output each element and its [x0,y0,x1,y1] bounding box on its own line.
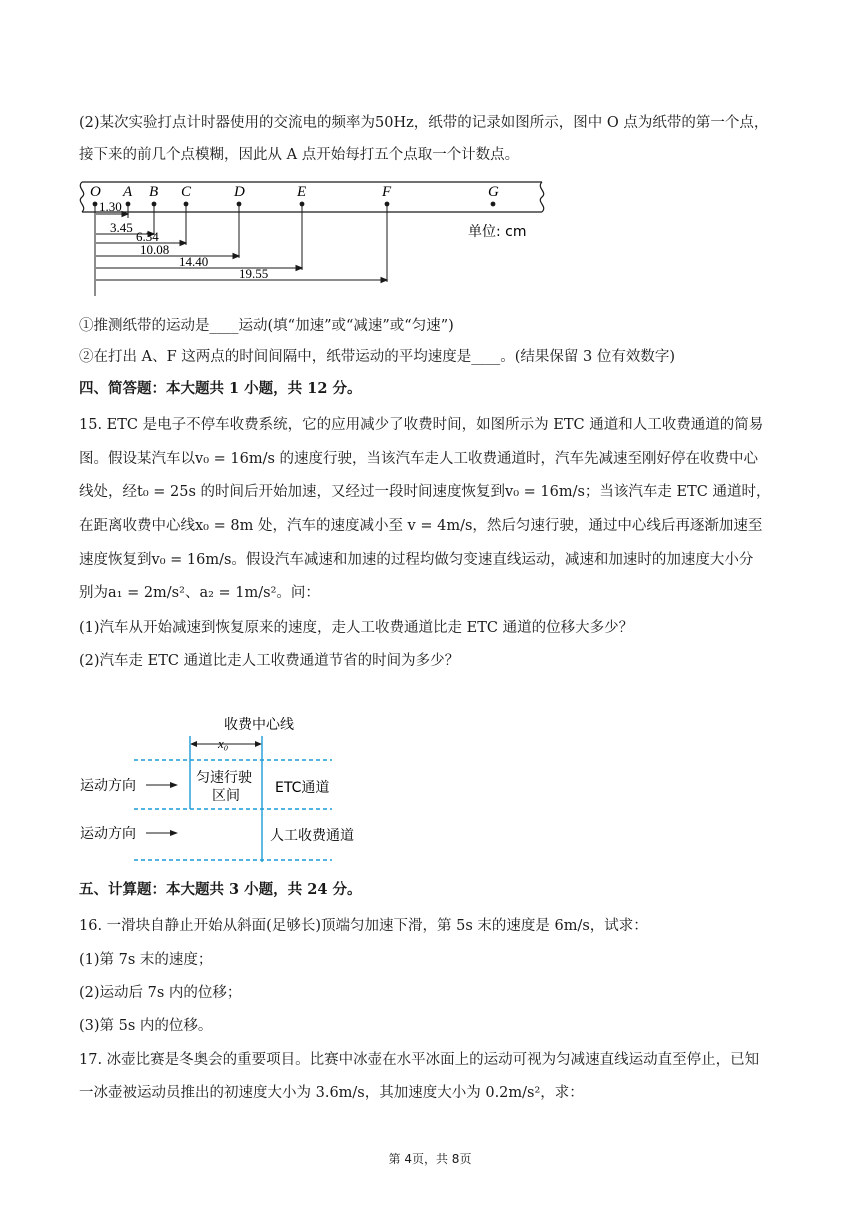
q15-line: 线处，经t₀ = 25s 的时间后开始加速，又经过一段时间速度恢复到v₀ = 16m/s；当该汽车走 ETC 通道时， [79,484,771,500]
direction-label-manual: 运动方向 [80,826,136,842]
dim-arrowhead-of [381,278,387,283]
etc-lane-label: ETC通道 [275,780,330,796]
q16-sub: (1)第 7s 末的速度； [79,952,213,968]
x0-arrowhead-left [190,741,197,747]
q16-sub: (2)运动后 7s 内的位移； [79,985,242,1001]
point-label-c: C [181,184,192,200]
q16-sub: (3)第 5s 内的位移。 [79,1018,213,1034]
zone-label-line1: 匀速行驶 [196,770,252,786]
dist-label-oe: 14.40 [179,254,209,269]
direction-arrowhead-manual [170,830,178,836]
page-footer: 第 4页，共 8页 [388,1152,472,1166]
q14-sub1: ①推测纸带的运动是____运动(填“加速”或“减速”或“匀速”) [79,318,454,334]
section4-title: 四、简答题：本大题共 1 小题，共 12 分。 [79,380,362,397]
dist-label-od: 10.08 [140,242,170,257]
q14-p2-line1: (2)某次实验打点计时器使用的交流电的频率为50Hz，纸带的记录如图所示，图中 O 点为纸带的第一个点， [79,115,769,131]
q15-line: 在距离收费中心线x₀ = 8m 处，汽车的速度减小至 v = 4m/s，然后匀速行驶，通过中心线后再逐渐加速至 [79,518,763,534]
q14-p2-line2: 接下来的前几个点模糊，因此从 A 点开始每打五个点取一个计数点。 [79,147,520,163]
q16-line: 16. 一滑块自静止开始从斜面(足够长)顶端匀加速下滑，第 5s 末的速度是 6m/s，试求： [79,918,648,934]
q15-line: 图。假设某汽车以v₀ = 16m/s 的速度行驶，当该汽车走人工收费通道时，汽车先减速至刚好停在收费中心 [79,451,759,467]
tape-unit-label: 单位: cm [468,224,527,240]
point-label-d: D [234,184,245,200]
q17-line: 一冰壶被运动员推出的初速度大小为 3.6m/s，其加速度大小为 0.2m/s²，求： [79,1085,584,1101]
dist-label-oa: 1.30 [99,199,122,214]
point-label-f: F [382,184,392,200]
q15-line: 别为a₁ = 2m/s²、a₂ = 1m/s²。问： [79,585,320,601]
dim-arrowhead-oe [296,266,302,271]
etc-lane-diagram [74,710,374,866]
direction-arrowhead-etc [170,782,178,788]
q15-question-1: (1)汽车从开始减速到恢复原来的速度，走人工收费通道比走 ETC 通道的位移大多少？ [79,620,634,636]
point-label-g: G [488,184,499,200]
x0-label: x₀ [218,736,229,751]
section5-title: 五、计算题：本大题共 3 小题，共 24 分。 [79,881,362,898]
q15-line: 15. ETC 是电子不停车收费系统，它的应用减少了收费时间，如图所示为 ETC 通道和人工收费通道的简易 [79,417,764,433]
tape-left-wave [80,182,83,212]
q15-line: 速度恢复到v₀ = 16m/s。假设汽车减速和加速的过程均做匀变速直线运动，减速和加速时的加速度大小分 [79,552,754,568]
direction-label-etc: 运动方向 [80,778,136,794]
q15-question-2: (2)汽车走 ETC 通道比走人工收费通道节省的时间为多少？ [79,653,460,669]
q17-line: 17. 冰壶比赛是冬奥会的重要项目。比赛中冰壶在水平冰面上的运动可视为匀减速直线运动直至停止，已知 [79,1052,760,1068]
x0-arrowhead-right [255,741,262,747]
dim-arrowhead-od [233,254,239,259]
dist-label-ob: 3.45 [110,220,133,235]
center-line-label: 收费中心线 [224,717,294,733]
point-label-a: A [123,184,133,200]
point-label-b: B [149,184,159,200]
dim-arrowhead-oc [180,241,186,246]
tape-dot-g [491,202,496,207]
paper-tape-figure [74,178,554,300]
dist-label-of: 19.55 [239,266,269,281]
point-label-o: O [90,184,101,200]
q14-sub2: ②在打出 A、F 这两点的时间间隔中，纸带运动的平均速度是____。(结果保留 3 位有效数字) [79,349,676,365]
manual-lane-label: 人工收费通道 [270,828,354,844]
tape-right-wave [540,182,543,212]
dist-label-oc: 6.34 [136,229,159,244]
point-label-e: E [297,184,307,200]
zone-label-line2: 区间 [212,788,240,804]
